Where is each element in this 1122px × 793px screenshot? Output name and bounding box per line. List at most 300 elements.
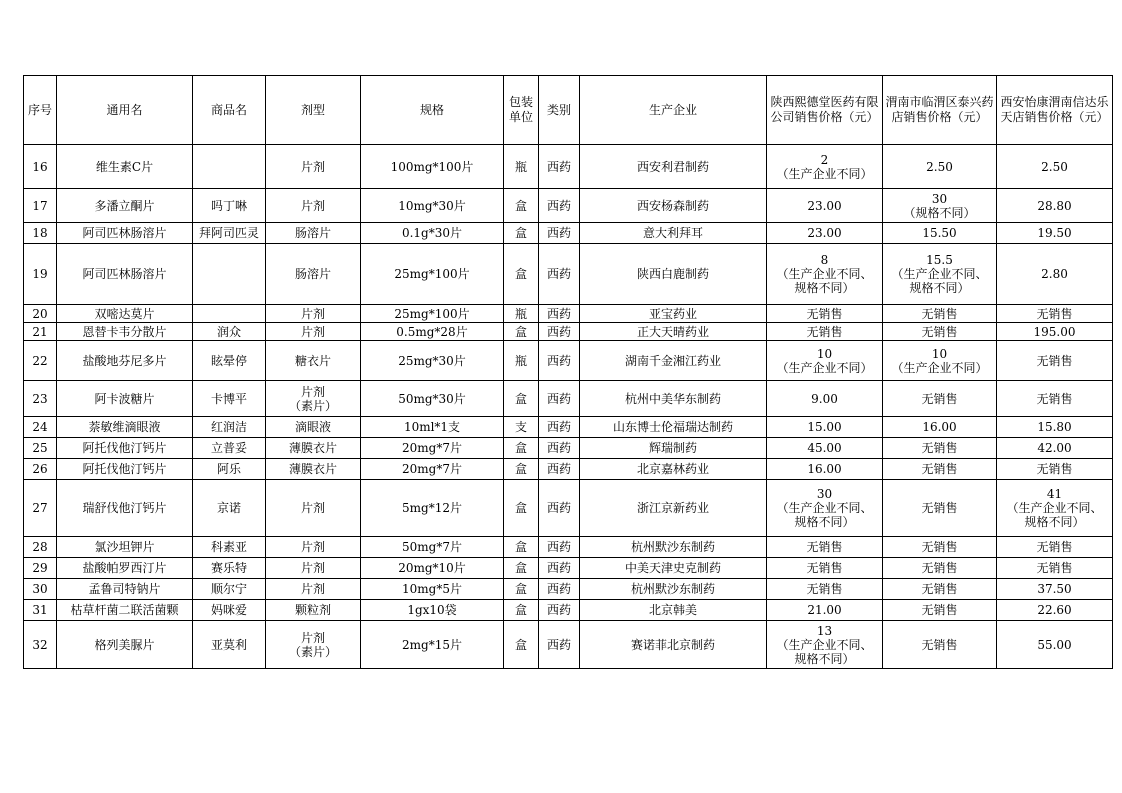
cell-category: 西药 xyxy=(539,558,580,579)
cell-price-store-3 xyxy=(997,341,1113,381)
cell-package-unit: 盒 xyxy=(504,459,539,480)
cell-price-store-3-line: 195.00 xyxy=(1033,324,1076,339)
cell-price-store-2 xyxy=(883,438,997,459)
cell-package-unit: 盒 xyxy=(504,323,539,341)
cell-price-store-2-line: 规格不同） xyxy=(909,281,970,295)
cell-price-store-1-line: 30 xyxy=(816,487,833,501)
cell-generic-name: 阿托伐他汀钙片 xyxy=(57,438,193,459)
cell-package-unit: 盒 xyxy=(504,438,539,459)
cell-generic-name: 阿卡波糖片 xyxy=(57,381,193,417)
header-price-store-1: 陕西熙德堂医药有限公司销售价格（元） xyxy=(767,76,883,145)
cell-brand-name: 拜阿司匹灵 xyxy=(193,223,266,244)
cell-dosage-form xyxy=(266,558,361,579)
cell-index: 31 xyxy=(24,600,57,621)
cell-price-store-1-line: （生产企业不同） xyxy=(776,360,873,375)
cell-price-store-3 xyxy=(997,579,1113,600)
cell-manufacturer: 赛诺菲北京制药 xyxy=(580,621,767,669)
cell-category: 西药 xyxy=(539,480,580,537)
cell-brand-name: 红润洁 xyxy=(193,417,266,438)
cell-price-store-3 xyxy=(997,244,1113,305)
cell-price-store-2-line: 16.00 xyxy=(922,420,957,434)
cell-dosage-form-line: 片剂 xyxy=(300,198,325,213)
cell-dosage-form xyxy=(266,341,361,381)
cell-dosage-form xyxy=(266,323,361,341)
cell-price-store-2-line: （规格不同） xyxy=(903,205,976,220)
cell-price-store-2 xyxy=(883,480,997,537)
cell-price-store-2 xyxy=(883,381,997,417)
cell-specification: 25mg*100片 xyxy=(361,305,504,323)
cell-package-unit: 瓶 xyxy=(504,341,539,381)
cell-price-store-1-line: 21.00 xyxy=(807,603,842,617)
cell-price-store-3 xyxy=(997,145,1113,189)
cell-index: 21 xyxy=(24,323,57,341)
cell-manufacturer: 亚宝药业 xyxy=(580,305,767,323)
cell-manufacturer: 西安杨森制药 xyxy=(580,189,767,223)
cell-price-store-2 xyxy=(883,459,997,480)
table-row xyxy=(24,145,1113,189)
cell-price-store-3 xyxy=(997,417,1113,438)
cell-price-store-2-line: 2.50 xyxy=(926,159,953,174)
cell-index: 29 xyxy=(24,558,57,579)
cell-manufacturer: 山东博士伦福瑞达制药 xyxy=(580,417,767,438)
cell-generic-name: 孟鲁司特钠片 xyxy=(57,579,193,600)
cell-price-store-1-line: 13 xyxy=(816,623,833,638)
cell-manufacturer: 西安利君制药 xyxy=(580,145,767,189)
cell-price-store-3-line: 无销售 xyxy=(1036,462,1073,476)
cell-price-store-1 xyxy=(767,537,883,558)
cell-dosage-form-line: 片剂 xyxy=(300,540,325,554)
cell-generic-name: 阿托伐他汀钙片 xyxy=(57,459,193,480)
cell-brand-name: 吗丁啉 xyxy=(193,189,266,223)
cell-package-unit: 盒 xyxy=(504,223,539,244)
cell-dosage-form-line: 片剂 xyxy=(300,561,325,575)
cell-price-store-3-line: 42.00 xyxy=(1037,441,1072,455)
cell-price-store-3-line: 无销售 xyxy=(1036,391,1073,406)
cell-price-store-1-line: 无销售 xyxy=(806,582,843,596)
cell-brand-name: 卡博平 xyxy=(193,381,266,417)
cell-dosage-form xyxy=(266,438,361,459)
cell-price-store-3-line: 无销售 xyxy=(1036,353,1073,368)
cell-price-store-3-line: 规格不同） xyxy=(1024,515,1085,529)
cell-price-store-1 xyxy=(767,438,883,459)
cell-price-store-1 xyxy=(767,323,883,341)
cell-dosage-form-line: 片剂 xyxy=(300,159,325,174)
cell-index: 17 xyxy=(24,189,57,223)
cell-manufacturer: 杭州默沙东制药 xyxy=(580,579,767,600)
cell-price-store-1-line: 23.00 xyxy=(807,198,842,213)
cell-brand-name: 眩晕停 xyxy=(193,341,266,381)
cell-package-unit: 盒 xyxy=(504,558,539,579)
cell-price-store-2-line: 无销售 xyxy=(921,391,958,406)
cell-dosage-form xyxy=(266,381,361,417)
cell-price-store-1-line: 10 xyxy=(816,346,833,361)
cell-specification: 2mg*15片 xyxy=(361,621,504,669)
cell-brand-name xyxy=(193,305,266,323)
cell-category: 西药 xyxy=(539,223,580,244)
cell-price-store-3-line: 55.00 xyxy=(1037,637,1072,652)
cell-package-unit: 盒 xyxy=(504,600,539,621)
cell-index: 20 xyxy=(24,305,57,323)
cell-specification: 50mg*30片 xyxy=(361,381,504,417)
table-row xyxy=(24,189,1113,223)
cell-price-store-1 xyxy=(767,341,883,381)
cell-specification: 0.5mg*28片 xyxy=(361,323,504,341)
cell-category: 西药 xyxy=(539,621,580,669)
cell-price-store-1 xyxy=(767,600,883,621)
cell-generic-name: 枯草杆菌二联活菌颗 xyxy=(57,600,193,621)
cell-price-store-1-line: 9.00 xyxy=(811,391,838,406)
header-price-store-3: 西安怡康渭南信达乐天店销售价格（元） xyxy=(997,76,1113,145)
header-generic-name: 通用名 xyxy=(57,76,193,145)
cell-dosage-form-line: 片剂 xyxy=(300,324,325,339)
table-row xyxy=(24,381,1113,417)
table-row xyxy=(24,438,1113,459)
cell-price-store-1 xyxy=(767,305,883,323)
cell-manufacturer: 浙江京新药业 xyxy=(580,480,767,537)
cell-package-unit: 瓶 xyxy=(504,305,539,323)
cell-price-store-3-line: 41 xyxy=(1046,487,1063,501)
cell-price-store-1 xyxy=(767,244,883,305)
cell-category: 西药 xyxy=(539,438,580,459)
cell-generic-name: 萘敏维滴眼液 xyxy=(57,417,193,438)
cell-manufacturer: 正大天晴药业 xyxy=(580,323,767,341)
cell-index: 27 xyxy=(24,480,57,537)
cell-dosage-form xyxy=(266,621,361,669)
cell-price-store-2-line: 无销售 xyxy=(921,462,958,476)
cell-price-store-3-line: 37.50 xyxy=(1037,582,1072,596)
cell-price-store-3-line: 22.60 xyxy=(1037,603,1072,617)
cell-package-unit: 盒 xyxy=(504,537,539,558)
cell-dosage-form-line: （素片） xyxy=(288,644,337,659)
cell-specification: 25mg*100片 xyxy=(361,244,504,305)
cell-dosage-form xyxy=(266,223,361,244)
cell-specification: 5mg*12片 xyxy=(361,480,504,537)
cell-specification: 20mg*10片 xyxy=(361,558,504,579)
header-index: 序号 xyxy=(24,76,57,145)
cell-price-store-3 xyxy=(997,438,1113,459)
cell-manufacturer: 北京韩美 xyxy=(580,600,767,621)
cell-category: 西药 xyxy=(539,459,580,480)
cell-dosage-form-line: 颗粒剂 xyxy=(294,603,331,617)
table-row xyxy=(24,417,1113,438)
cell-manufacturer: 杭州默沙东制药 xyxy=(580,537,767,558)
cell-dosage-form-line: 片剂 xyxy=(300,306,325,321)
cell-price-store-1 xyxy=(767,621,883,669)
cell-dosage-form-line: 片剂 xyxy=(300,582,325,596)
cell-brand-name: 科素亚 xyxy=(193,537,266,558)
cell-package-unit: 盒 xyxy=(504,579,539,600)
cell-price-store-3 xyxy=(997,305,1113,323)
cell-price-store-2-line: 无销售 xyxy=(921,561,958,575)
cell-price-store-2 xyxy=(883,537,997,558)
table-row xyxy=(24,537,1113,558)
cell-price-store-2 xyxy=(883,558,997,579)
header-dosage-form: 剂型 xyxy=(266,76,361,145)
cell-manufacturer: 湖南千金湘江药业 xyxy=(580,341,767,381)
cell-price-store-2-line: 无销售 xyxy=(921,540,958,554)
cell-generic-name: 多潘立酮片 xyxy=(57,189,193,223)
cell-category: 西药 xyxy=(539,305,580,323)
table-row xyxy=(24,558,1113,579)
cell-dosage-form xyxy=(266,145,361,189)
cell-price-store-1 xyxy=(767,189,883,223)
cell-category: 西药 xyxy=(539,537,580,558)
cell-dosage-form xyxy=(266,537,361,558)
cell-specification: 100mg*100片 xyxy=(361,145,504,189)
table-row xyxy=(24,579,1113,600)
cell-price-store-3-line: 无销售 xyxy=(1036,540,1073,554)
cell-specification: 1gx10袋 xyxy=(361,600,504,621)
cell-manufacturer: 意大利拜耳 xyxy=(580,223,767,244)
cell-dosage-form-line: 片剂 xyxy=(300,501,325,515)
cell-price-store-1-line: 15.00 xyxy=(807,420,842,434)
cell-package-unit: 盒 xyxy=(504,381,539,417)
cell-package-unit: 盒 xyxy=(504,244,539,305)
cell-price-store-3 xyxy=(997,323,1113,341)
cell-brand-name: 京诺 xyxy=(193,480,266,537)
table-row xyxy=(24,480,1113,537)
cell-category: 西药 xyxy=(539,600,580,621)
cell-price-store-2 xyxy=(883,305,997,323)
cell-price-store-2-line: 无销售 xyxy=(921,501,958,515)
cell-generic-name: 双嘧达莫片 xyxy=(57,305,193,323)
cell-price-store-2-line: 无销售 xyxy=(921,441,958,455)
cell-generic-name: 恩替卡韦分散片 xyxy=(57,323,193,341)
cell-brand-name xyxy=(193,145,266,189)
cell-manufacturer: 辉瑞制药 xyxy=(580,438,767,459)
cell-price-store-1-line: （生产企业不同） xyxy=(776,166,873,181)
cell-specification: 10ml*1支 xyxy=(361,417,504,438)
header-category: 类别 xyxy=(539,76,580,145)
table-row xyxy=(24,621,1113,669)
cell-price-store-1 xyxy=(767,558,883,579)
cell-price-store-3 xyxy=(997,480,1113,537)
cell-index: 25 xyxy=(24,438,57,459)
cell-dosage-form-line: 糖衣片 xyxy=(294,353,331,368)
cell-index: 22 xyxy=(24,341,57,381)
cell-package-unit: 盒 xyxy=(504,621,539,669)
cell-price-store-2 xyxy=(883,579,997,600)
cell-specification: 25mg*30片 xyxy=(361,341,504,381)
table-row xyxy=(24,223,1113,244)
cell-index: 26 xyxy=(24,459,57,480)
cell-dosage-form-line: （素片） xyxy=(288,398,337,413)
cell-price-store-1 xyxy=(767,145,883,189)
cell-generic-name: 盐酸帕罗西汀片 xyxy=(57,558,193,579)
header-specification: 规格 xyxy=(361,76,504,145)
cell-price-store-3-line: 2.80 xyxy=(1041,267,1068,281)
cell-brand-name: 立普妥 xyxy=(193,438,266,459)
cell-specification: 10mg*30片 xyxy=(361,189,504,223)
cell-price-store-3 xyxy=(997,600,1113,621)
cell-price-store-1 xyxy=(767,223,883,244)
cell-price-store-1-line: 规格不同） xyxy=(794,515,855,529)
cell-price-store-3 xyxy=(997,381,1113,417)
cell-price-store-1 xyxy=(767,579,883,600)
cell-price-store-1-line: 45.00 xyxy=(807,441,842,455)
cell-price-store-3-line: 无销售 xyxy=(1036,306,1073,321)
cell-price-store-2 xyxy=(883,223,997,244)
cell-price-store-3 xyxy=(997,537,1113,558)
cell-dosage-form-line: 薄膜衣片 xyxy=(288,462,337,476)
cell-dosage-form-line: 片剂 xyxy=(300,630,325,645)
cell-price-store-2-line: 无销售 xyxy=(921,637,958,652)
cell-price-store-1-line: （生产企业不同、 xyxy=(776,501,873,515)
cell-price-store-3-line: 无销售 xyxy=(1036,561,1073,575)
cell-dosage-form xyxy=(266,579,361,600)
cell-generic-name: 阿司匹林肠溶片 xyxy=(57,244,193,305)
cell-price-store-3-line: 28.80 xyxy=(1037,198,1072,213)
cell-dosage-form-line: 滴眼液 xyxy=(294,420,331,434)
cell-specification: 20mg*7片 xyxy=(361,438,504,459)
cell-dosage-form xyxy=(266,417,361,438)
cell-generic-name: 盐酸地芬尼多片 xyxy=(57,341,193,381)
cell-price-store-2-line: 10 xyxy=(931,346,948,361)
cell-price-store-1-line: （生产企业不同、 xyxy=(776,267,873,281)
cell-category: 西药 xyxy=(539,189,580,223)
cell-package-unit: 盒 xyxy=(504,189,539,223)
cell-brand-name: 赛乐特 xyxy=(193,558,266,579)
cell-price-store-1-line: 2 xyxy=(820,152,829,167)
cell-price-store-3 xyxy=(997,558,1113,579)
cell-category: 西药 xyxy=(539,341,580,381)
cell-brand-name: 亚莫利 xyxy=(193,621,266,669)
cell-price-store-3 xyxy=(997,459,1113,480)
cell-brand-name: 顺尔宁 xyxy=(193,579,266,600)
cell-specification: 10mg*5片 xyxy=(361,579,504,600)
cell-generic-name: 维生素C片 xyxy=(57,145,193,189)
cell-dosage-form-line: 薄膜衣片 xyxy=(288,441,337,455)
table-row xyxy=(24,305,1113,323)
cell-price-store-2-line: 无销售 xyxy=(921,582,958,596)
cell-dosage-form xyxy=(266,600,361,621)
header-row xyxy=(24,76,1113,145)
cell-manufacturer: 北京嘉林药业 xyxy=(580,459,767,480)
cell-category: 西药 xyxy=(539,381,580,417)
cell-index: 32 xyxy=(24,621,57,669)
cell-brand-name: 润众 xyxy=(193,323,266,341)
cell-price-store-1-line: 无销售 xyxy=(806,540,843,554)
cell-category: 西药 xyxy=(539,417,580,438)
table-row xyxy=(24,244,1113,305)
cell-price-store-2 xyxy=(883,189,997,223)
cell-price-store-1 xyxy=(767,480,883,537)
cell-dosage-form xyxy=(266,459,361,480)
cell-manufacturer: 杭州中美华东制药 xyxy=(580,381,767,417)
cell-price-store-1-line: 规格不同） xyxy=(794,651,855,666)
cell-price-store-1 xyxy=(767,381,883,417)
cell-price-store-2-line: 30 xyxy=(931,191,948,206)
cell-index: 24 xyxy=(24,417,57,438)
cell-index: 19 xyxy=(24,244,57,305)
cell-index: 16 xyxy=(24,145,57,189)
cell-brand-name: 妈咪爱 xyxy=(193,600,266,621)
cell-brand-name xyxy=(193,244,266,305)
cell-dosage-form xyxy=(266,189,361,223)
cell-price-store-2-line: 15.5 xyxy=(926,253,953,267)
cell-price-store-2 xyxy=(883,417,997,438)
table-row xyxy=(24,341,1113,381)
cell-specification: 20mg*7片 xyxy=(361,459,504,480)
cell-price-store-3-line: （生产企业不同、 xyxy=(1006,501,1103,515)
cell-dosage-form-line: 片剂 xyxy=(300,384,325,399)
cell-specification: 0.1g*30片 xyxy=(361,223,504,244)
cell-price-store-1-line: 无销售 xyxy=(806,306,843,321)
cell-manufacturer: 陕西白鹿制药 xyxy=(580,244,767,305)
cell-price-store-2 xyxy=(883,145,997,189)
cell-price-store-1-line: 无销售 xyxy=(806,324,843,339)
cell-price-store-2 xyxy=(883,621,997,669)
cell-generic-name: 氯沙坦钾片 xyxy=(57,537,193,558)
cell-package-unit: 盒 xyxy=(504,480,539,537)
cell-price-store-2 xyxy=(883,341,997,381)
cell-index: 23 xyxy=(24,381,57,417)
cell-index: 28 xyxy=(24,537,57,558)
header-package-unit: 包装单位 xyxy=(504,76,539,145)
cell-price-store-2 xyxy=(883,600,997,621)
cell-index: 18 xyxy=(24,223,57,244)
header-brand-name: 商品名 xyxy=(193,76,266,145)
cell-dosage-form xyxy=(266,305,361,323)
cell-price-store-1-line: 8 xyxy=(820,253,829,267)
cell-price-store-1-line: 规格不同） xyxy=(794,281,855,295)
cell-price-store-2-line: 无销售 xyxy=(921,324,958,339)
cell-category: 西药 xyxy=(539,579,580,600)
cell-generic-name: 瑞舒伐他汀钙片 xyxy=(57,480,193,537)
cell-price-store-2-line: 15.50 xyxy=(922,226,957,240)
cell-price-store-1-line: 无销售 xyxy=(806,561,843,575)
table-row xyxy=(24,323,1113,341)
cell-category: 西药 xyxy=(539,323,580,341)
cell-price-store-1-line: 23.00 xyxy=(807,226,842,240)
cell-price-store-3-line: 2.50 xyxy=(1041,159,1068,174)
cell-specification: 50mg*7片 xyxy=(361,537,504,558)
cell-dosage-form xyxy=(266,480,361,537)
table-row xyxy=(24,600,1113,621)
cell-dosage-form-line: 肠溶片 xyxy=(294,226,331,240)
cell-price-store-1 xyxy=(767,417,883,438)
cell-package-unit: 瓶 xyxy=(504,145,539,189)
cell-manufacturer: 中美天津史克制药 xyxy=(580,558,767,579)
cell-package-unit: 支 xyxy=(504,417,539,438)
header-manufacturer: 生产企业 xyxy=(580,76,767,145)
cell-price-store-3 xyxy=(997,621,1113,669)
cell-price-store-2-line: （生产企业不同、 xyxy=(891,267,988,281)
cell-category: 西药 xyxy=(539,145,580,189)
cell-price-store-2-line: 无销售 xyxy=(921,603,958,617)
cell-price-store-2 xyxy=(883,323,997,341)
cell-price-store-1-line: （生产企业不同、 xyxy=(776,637,873,652)
cell-dosage-form xyxy=(266,244,361,305)
cell-index: 30 xyxy=(24,579,57,600)
cell-price-store-2-line: 无销售 xyxy=(921,306,958,321)
table-body xyxy=(24,145,1113,669)
cell-price-store-2-line: （生产企业不同） xyxy=(891,360,988,375)
cell-price-store-3-line: 15.80 xyxy=(1037,420,1072,434)
cell-generic-name: 阿司匹林肠溶片 xyxy=(57,223,193,244)
cell-price-store-2 xyxy=(883,244,997,305)
cell-generic-name: 格列美脲片 xyxy=(57,621,193,669)
cell-price-store-3 xyxy=(997,223,1113,244)
cell-category: 西药 xyxy=(539,244,580,305)
cell-price-store-3 xyxy=(997,189,1113,223)
drug-price-table xyxy=(23,75,1113,669)
cell-price-store-3-line: 19.50 xyxy=(1037,226,1072,240)
header-price-store-2: 渭南市临渭区泰兴药店销售价格（元） xyxy=(883,76,997,145)
cell-price-store-1 xyxy=(767,459,883,480)
cell-brand-name: 阿乐 xyxy=(193,459,266,480)
table-row xyxy=(24,459,1113,480)
